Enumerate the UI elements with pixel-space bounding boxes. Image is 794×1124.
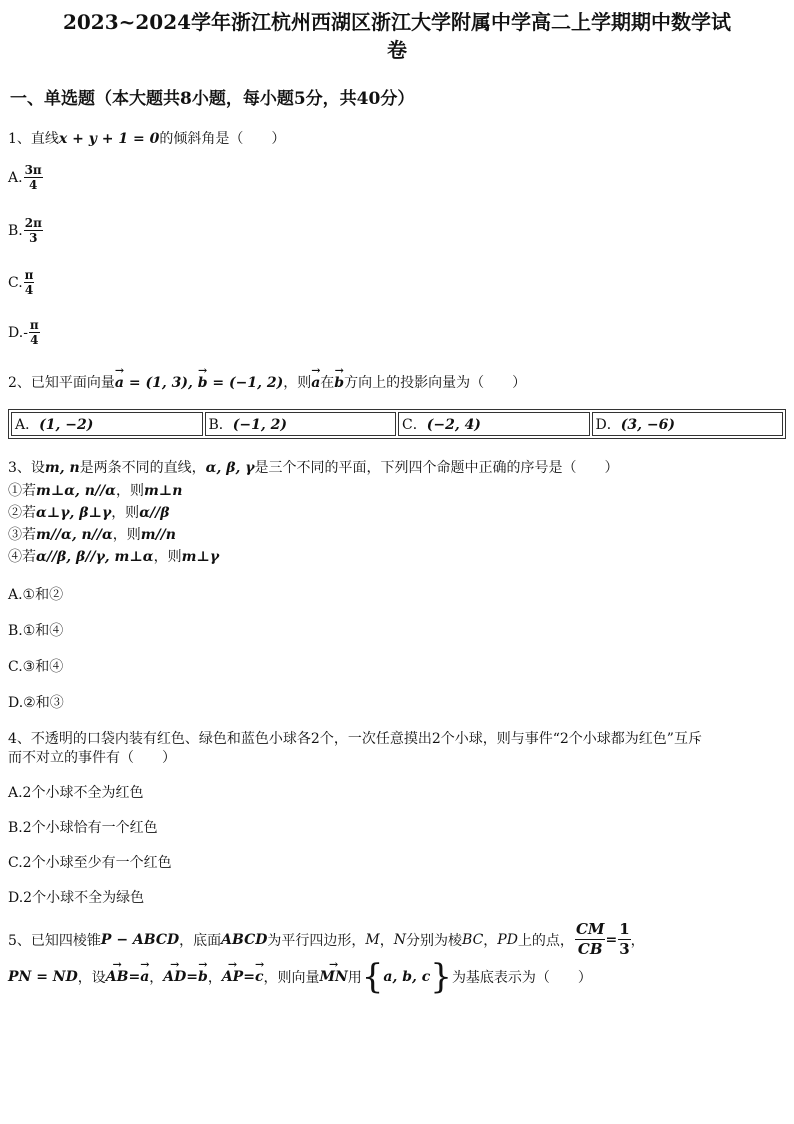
- question-1-stem: 1、直线x + y + 1 = 0的倾斜角是（ ）: [8, 131, 286, 147]
- exam-title: [20, 8, 774, 64]
- vector-a: → a: [311, 375, 320, 391]
- question-4-option-b: B.2个小球恰有一个红色: [8, 820, 158, 836]
- question-4-option-d: D.2个小球不全为绿色: [8, 890, 145, 906]
- question-3-option-a: A.①和②: [8, 587, 64, 603]
- fraction: $\frac{\pi}{4}$: [24, 268, 34, 297]
- question-4-stem-line-2: 而不对立的事件有（ ）: [8, 750, 176, 766]
- question-1-option-c: C. $\frac{\pi}{4}$: [8, 268, 34, 297]
- question-3-proposition-2: ②若α⊥γ, β⊥γ，则α//β: [8, 505, 170, 521]
- fraction: $\frac{3\pi}{4}$: [24, 163, 42, 192]
- question-5-stem-line-2: PN = ND ，设 → AB = → a ， → AD = → b ， → AP = → c ，则向量 → MN 用 { a, b, c } 为基底表示为（ ）: [8, 962, 592, 992]
- question-2-option-d: D．(3, −6): [592, 412, 784, 436]
- left-brace: {: [361, 957, 384, 997]
- question-3-option-b: B.①和④: [8, 623, 64, 639]
- question-3-proposition-1: ①若m⊥α, n//α，则m⊥n: [8, 483, 183, 499]
- question-4-option-a: A.2个小球不全为红色: [8, 785, 144, 801]
- ratio-value: $\frac{1}{3}$: [619, 920, 630, 958]
- ratio-fraction: $\frac{CM}{CB}$: [575, 920, 605, 958]
- question-2-option-a: A．(1, −2): [11, 412, 203, 436]
- question-2-stem: 2、已知平面向量→ a = (1, 3), → b = (−1, 2)，则→ a在→ b方向上的投影向量为（ ）: [8, 372, 526, 392]
- question-4-option-c: C.2个小球至少有一个红色: [8, 855, 172, 871]
- question-1-option-d: D. - $\frac{\pi}{4}$: [8, 318, 39, 347]
- question-3-proposition-4: ④若α//β, β//γ, m⊥α，则m⊥γ: [8, 549, 220, 565]
- question-3-option-d: D.②和③: [8, 695, 64, 711]
- line-equation: x + y + 1 = 0: [58, 131, 160, 147]
- title-line-2: 卷: [387, 38, 407, 62]
- question-1-option-a: A. $\frac{3\pi}{4}$: [8, 163, 42, 192]
- right-brace: }: [430, 957, 452, 997]
- question-2-option-c: C．(−2, 4): [398, 412, 590, 436]
- question-3-option-c: C.③和④: [8, 659, 64, 675]
- section-heading: 一、单选题（本大题共8小题，每小题5分，共40分）: [10, 89, 415, 109]
- fraction: $\frac{\pi}{4}$: [29, 318, 39, 347]
- question-3-stem: 3、设m, n是两条不同的直线，α, β, γ是三个不同的平面，下列四个命题中正确的序号是（ ）: [8, 460, 619, 476]
- question-5-stem-line-1: 5、已知四棱锥 P − ABCD ，底面 ABCD 为平行四边形， M ， N 分别为棱 BC ， PD 上的点， $\frac{CM}{CB}$ = $\frac{1}{3}$ ，: [8, 920, 645, 958]
- question-1-option-b: B. $\frac{2\pi}{3}$: [8, 216, 42, 245]
- question-2-option-b: B．(−1, 2): [205, 412, 397, 436]
- vector-b: → b: [198, 375, 208, 391]
- vector-b: → b: [334, 375, 344, 391]
- vector-a: → a: [115, 375, 124, 391]
- fraction: $\frac{2\pi}{3}$: [24, 216, 42, 245]
- title-line-1: 2023~2024学年浙江杭州西湖区浙江大学附属中学高二上学期期中数学试: [62, 10, 732, 34]
- question-2-options-table: [8, 409, 786, 439]
- question-4-stem-line-1: 4、不透明的口袋内装有红色、绿色和蓝色小球各2个，一次任意摸出2个小球，则与事件“2个小球都为红色”互斥: [8, 731, 702, 747]
- question-3-proposition-3: ③若m//α, n//α，则m//n: [8, 527, 176, 543]
